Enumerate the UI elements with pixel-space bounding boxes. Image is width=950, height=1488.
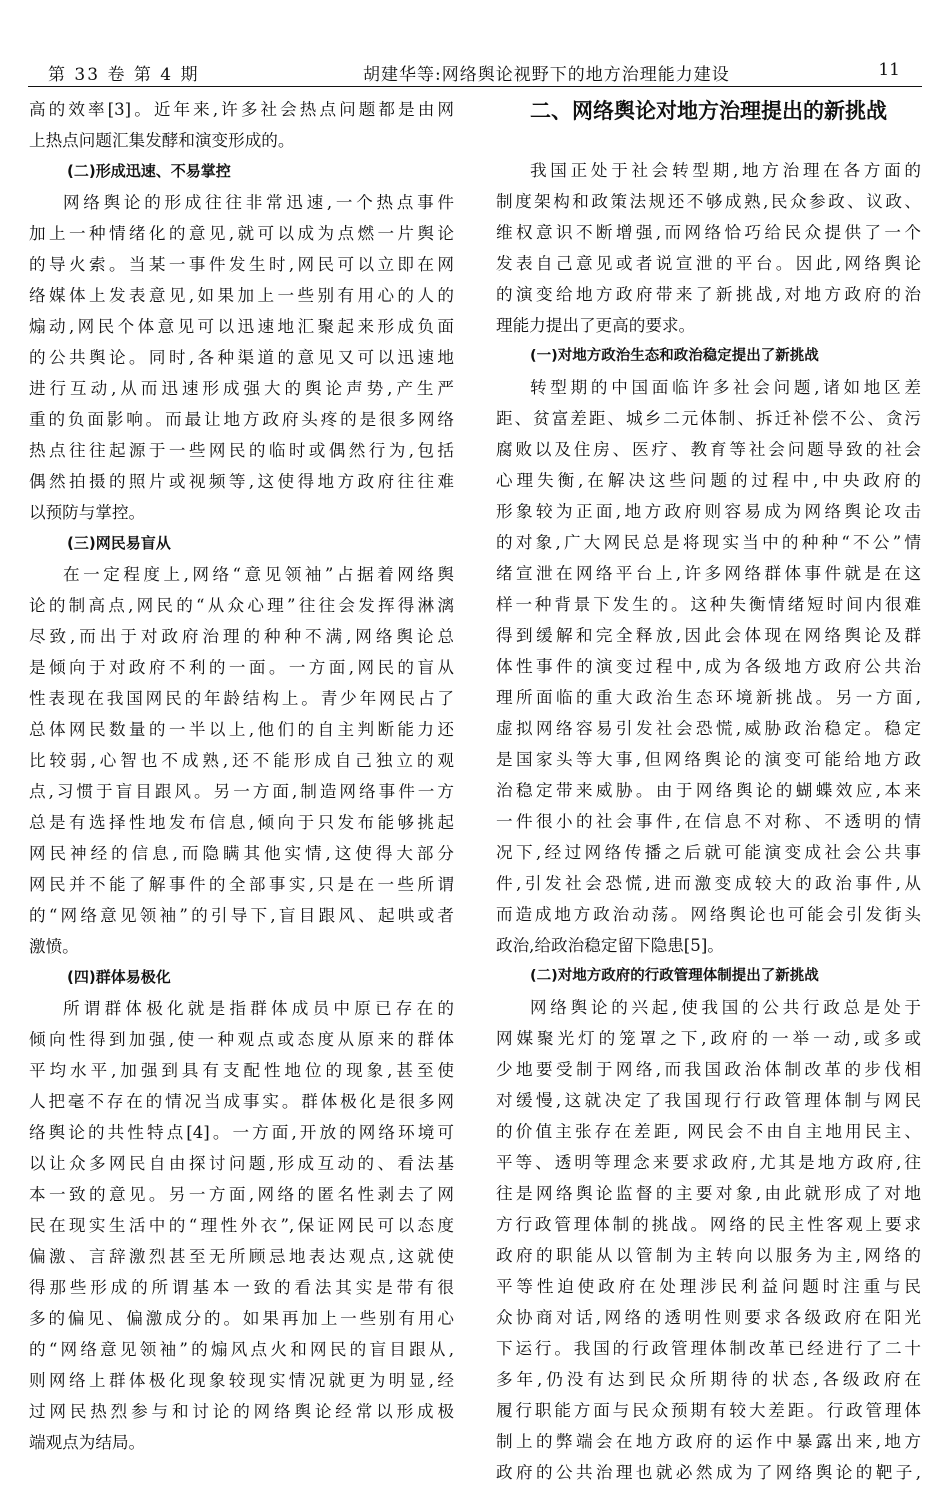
text-line: 络媒体上发表意见,如果加上一些别有用心的人的 — [29, 286, 454, 305]
text-line: 平等、透明等理念来要求政府,尤其是地方政府,往 — [496, 1153, 921, 1172]
subsection-heading: (三)网民易盲从 — [67, 534, 171, 552]
text-line: 网民并不能了解事件的全部事实,只是在一些所谓 — [29, 875, 454, 894]
paragraph — [29, 94, 454, 156]
left-column — [29, 94, 454, 1458]
paragraph — [29, 187, 454, 528]
text-line: 人把毫不存在的情况当成事实。群体极化是很多网 — [29, 1092, 454, 1111]
header-rule — [28, 86, 922, 87]
section-heading: 二、网络舆论对地方治理提出的新挑战 — [530, 99, 887, 123]
text-line: 则网络上群体极化现象较现实情况就更为明显,经 — [29, 1371, 454, 1390]
text-line: 民在现实生活中的“理性外衣”,保证网民可以态度 — [29, 1216, 454, 1235]
text-line: 热点往往起源于一些网民的临时或偶然行为,包括 — [29, 441, 454, 460]
text-line: 腐败以及住房、医疗、教育等社会问题导致的社会 — [496, 440, 921, 459]
text-line: 的“网络意见领袖”的煽风点火和网民的盲目跟从, — [29, 1340, 454, 1359]
text-line: 煽动,网民个体意见可以迅速地汇聚起来形成负面 — [29, 317, 454, 336]
text-line: 对缓慢,这就决定了我国现行行政管理体制与网民 — [496, 1091, 921, 1110]
text-line: 体性事件的演变过程中,成为各级地方政府公共治 — [496, 657, 921, 676]
text-line: 多年,仍没有达到民众所期待的状态,各级政府在 — [496, 1370, 921, 1389]
text-line: 网媒聚光灯的笼罩之下,政府的一举一动,或多或 — [496, 1029, 921, 1048]
text-line: 转型期的中国面临许多社会问题,诸如地区差 — [530, 378, 921, 397]
text-line: 的价值主张存在差距, 网民会不由自主地用民主、 — [496, 1122, 921, 1141]
text-line: 倾向性得到加强,使一种观点或态度从原来的群体 — [29, 1030, 454, 1049]
text-line: 偏激、言辞激烈甚至无所顾忌地表达观点,这就使 — [29, 1247, 454, 1266]
text-line: 是国家头等大事,但网络舆论的演变可能给地方政 — [496, 750, 921, 769]
text-line: 平均水平,加强到具有支配性地位的现象,甚至使 — [29, 1061, 454, 1080]
text-line: 维权意识不断增强,而网络恰巧给民众提供了一个 — [496, 223, 921, 242]
text-line: 平等性迫使政府在处理涉民利益问题时注重与民 — [496, 1277, 921, 1296]
text-line: 网民神经的信息,而隐瞒其他实情,这使得大部分 — [29, 844, 454, 863]
text-line: 论的制高点,网民的“从众心理”往往会发挥得淋漓 — [29, 596, 454, 615]
text-line: 得那些形成的所谓基本一致的看法其实是带有很 — [29, 1278, 454, 1297]
text-line: 况下,经过网络传播之后就可能演变成社会公共事 — [496, 843, 921, 862]
text-line: 的演变给地方政府带来了新挑战,对地方政府的治 — [496, 285, 921, 304]
text-line: 件,引发社会恐慌,进而激变成较大的政治事件,从 — [496, 874, 921, 893]
text-line: 端观点为结局。 — [29, 1433, 146, 1452]
text-line: 一件很小的社会事件,在信息不对称、不透明的情 — [496, 812, 921, 831]
text-line: 总是有选择性地发布信息,倾向于只发布能够挑起 — [29, 813, 454, 832]
text-line: 高的效率[3]。近年来,许多社会热点问题都是由网 — [29, 100, 454, 119]
text-line: 是倾向于对政府不利的一面。一方面,网民的盲从 — [29, 658, 454, 677]
text-line: 距、贫富差距、城乡二元体制、拆迁补偿不公、贪污 — [496, 409, 921, 428]
text-line: 激愤。 — [29, 937, 79, 956]
text-line: 虚拟网络容易引发社会恐慌,威胁政治稳定。稳定 — [496, 719, 921, 738]
page-number: 11 — [878, 60, 900, 80]
text-line: 以预防与掌控。 — [29, 503, 146, 522]
text-line: 众协商对话,网络的透明性则要求各级政府在阳光 — [496, 1308, 921, 1327]
text-line: 的“网络意见领袖”的引导下,盲目跟风、起哄或者 — [29, 906, 454, 925]
text-line: 方行政管理体制的挑战。网络的民主性客观上要求 — [496, 1215, 921, 1234]
paragraph — [496, 155, 921, 341]
right-column — [496, 94, 921, 1488]
text-line: 在一定程度上,网络“意见领袖”占据着网络舆 — [63, 565, 454, 584]
subsection-heading: (四)群体易极化 — [67, 968, 171, 986]
text-line: 上热点问题汇集发酵和演变形成的。 — [29, 131, 295, 150]
text-line: 的导火索。当某一事件发生时,网民可以立即在网 — [29, 255, 454, 274]
text-line: 政治,给政治稳定留下隐患[5]。 — [496, 936, 724, 955]
text-line: 心理失衡,在解决这些问题的过程中,中央政府的 — [496, 471, 921, 490]
text-line: 进行互动,从而迅速形成强大的舆论声势,产生严 — [29, 379, 454, 398]
paragraph — [29, 559, 454, 962]
text-line: 少地要受制于网络,而我国政治体制改革的步伐相 — [496, 1060, 921, 1079]
text-line: 多的偏见、偏激成分的。如果再加上一些别有用心 — [29, 1309, 454, 1328]
text-line: 我国正处于社会转型期,地方治理在各方面的 — [530, 161, 921, 180]
text-line: 点,习惯于盲目跟风。另一方面,制造网络事件一方 — [29, 782, 454, 801]
paragraph — [496, 992, 921, 1488]
volume-issue: 第 33 卷 第 4 期 — [48, 65, 200, 85]
text-line: 过网民热烈参与和讨论的网络舆论经常以形成极 — [29, 1402, 454, 1421]
text-line: 络舆论的共性特点[4]。一方面,开放的网络环境可 — [29, 1123, 454, 1142]
running-head — [28, 58, 922, 86]
text-line: 比较弱,心智也不成熟,还不能形成自己独立的观 — [29, 751, 454, 770]
text-line: 尽致,而出于对政府治理的种种不满,网络舆论总 — [29, 627, 454, 646]
text-line: 偶然拍摄的照片或视频等,这使得地方政府往往难 — [29, 472, 454, 491]
text-line: 重的负面影响。而最让地方政府头疼的是很多网络 — [29, 410, 454, 429]
text-line: 治稳定带来威胁。由于网络舆论的蝴蝶效应,本来 — [496, 781, 921, 800]
text-line: 制度架构和政策法规还不够成熟,民众参政、议政、 — [496, 192, 921, 211]
subsection-heading: (二)对地方政府的行政管理体制提出了新挑战 — [530, 968, 819, 984]
text-line: 绪宣泄在网络平台上,许多网络群体事件就是在这 — [496, 564, 921, 583]
text-line: 网络舆论的形成往往非常迅速,一个热点事件 — [63, 193, 454, 212]
text-line: 而造成地方政治动荡。网络舆论也可能会引发街头 — [496, 905, 921, 924]
text-line: 制上的弊端会在地方政府的运作中暴露出来,地方 — [496, 1432, 921, 1451]
paragraph — [496, 372, 921, 961]
subsection-heading: (一)对地方政治生态和政治稳定提出了新挑战 — [530, 348, 819, 364]
article-running-title: 胡建华等:网络舆论视野下的地方治理能力建设 — [363, 65, 730, 85]
text-line: 理能力提出了更高的要求。 — [496, 316, 696, 335]
text-line: 下运行。我国的行政管理体制改革已经进行了二十 — [496, 1339, 921, 1358]
text-line: 履行职能方面与民众预期有较大差距。行政管理体 — [496, 1401, 921, 1420]
text-line: 理所面临的重大政治生态环境新挑战。另一方面, — [496, 688, 921, 707]
text-line: 的公共舆论。同时,各种渠道的意见又可以迅速地 — [29, 348, 454, 367]
text-line: 以让众多网民自由探讨问题,形成互动的、看法基 — [29, 1154, 454, 1173]
text-line: 政府的职能从以管制为主转向以服务为主,网络的 — [496, 1246, 921, 1265]
text-line: 网络舆论的兴起,使我国的公共行政总是处于 — [530, 998, 921, 1017]
text-line: 的对象,广大网民总是将现实当中的种种“不公”情 — [496, 533, 921, 552]
text-line: 性表现在我国网民的年龄结构上。青少年网民占了 — [29, 689, 454, 708]
text-line: 形象较为正面,地方政府则容易成为网络舆论攻击 — [496, 502, 921, 521]
text-line: 所谓群体极化就是指群体成员中原已存在的 — [63, 999, 454, 1018]
text-line: 加上一种情绪化的意见,就可以成为点燃一片舆论 — [29, 224, 454, 243]
text-line: 发表自己意见或者说宣泄的平台。因此,网络舆论 — [496, 254, 921, 273]
paragraph — [29, 993, 454, 1458]
text-line: 往是网络舆论监督的主要对象,由此就形成了对地 — [496, 1184, 921, 1203]
text-line: 样一种背景下发生的。这种失衡情绪短时间内很难 — [496, 595, 921, 614]
text-line: 政府的公共治理也就必然成为了网络舆论的靶子, — [496, 1463, 921, 1482]
text-line: 总体网民数量的一半以上,他们的自主判断能力还 — [29, 720, 454, 739]
text-line: 本一致的意见。另一方面,网络的匿名性剥去了网 — [29, 1185, 454, 1204]
subsection-heading: (二)形成迅速、不易掌控 — [67, 162, 231, 180]
section-spacer — [496, 127, 921, 155]
text-line: 得到缓解和完全释放,因此会体现在网络舆论及群 — [496, 626, 921, 645]
